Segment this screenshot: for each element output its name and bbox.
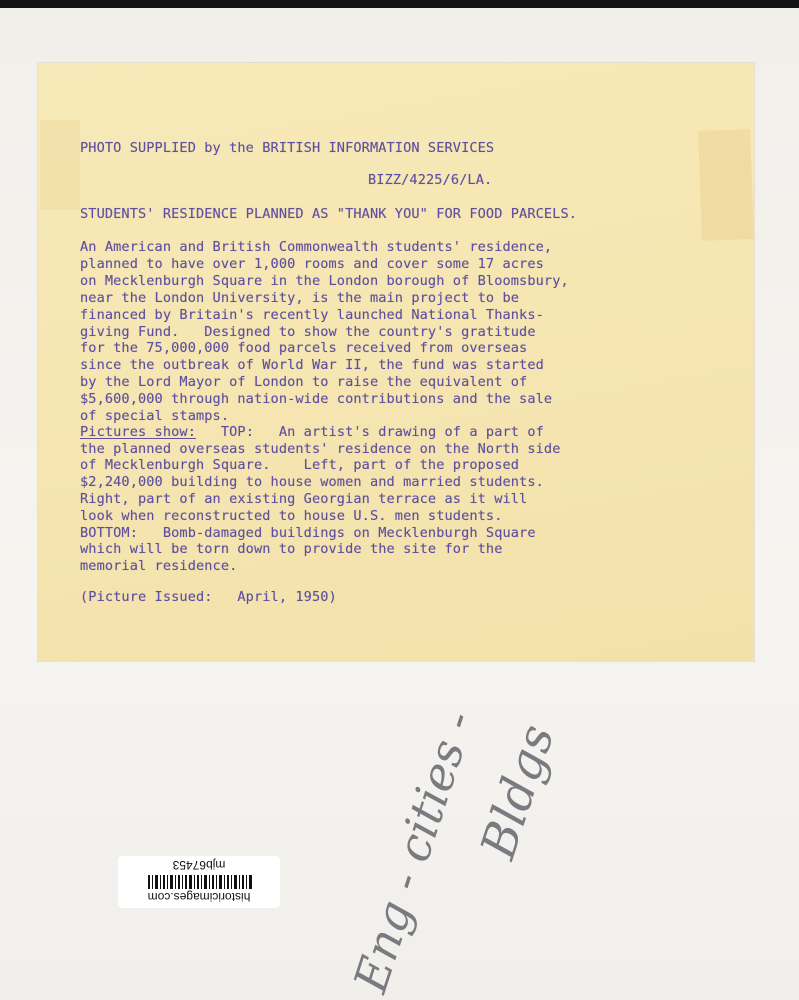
pictures-line: BOTTOM: Bomb-damaged buildings on Mecklenburgh Square	[80, 525, 536, 541]
body-line: since the outbreak of World War II, the fund was started	[80, 357, 544, 373]
pictures-line: memorial residence.	[80, 558, 238, 574]
tape-strip-left	[40, 120, 80, 210]
body-line: $5,600,000 through nation-wide contributions and the sale	[80, 391, 553, 407]
pictures-first-line	[80, 424, 544, 441]
header-line: PHOTO SUPPLIED by the BRITISH INFORMATION SERVICES	[80, 140, 495, 156]
body-line: by the Lord Mayor of London to raise the equivalent of	[80, 374, 528, 390]
headline: STUDENTS' RESIDENCE PLANNED AS "THANK YOU" FOR FOOD PARCELS.	[80, 206, 578, 222]
body-line: near the London University, is the main project to be	[80, 290, 520, 306]
archive-sticker	[118, 856, 280, 908]
pictures-first-line-text: TOP: An artist's drawing of a part of	[195, 424, 544, 440]
tape-strip-right	[698, 129, 754, 241]
pictures-show-label: Pictures show:	[80, 424, 196, 440]
handwritten-note-subject: Eng - cities -	[343, 704, 485, 999]
body-line: for the 75,000,000 food parcels received from overseas	[80, 340, 528, 356]
pictures-line: which will be torn down to provide the site for the	[80, 541, 503, 557]
pictures-line: of Mecklenburgh Square. Left, part of the proposed	[80, 457, 520, 473]
sticker-id-label: mjb67453	[172, 858, 226, 872]
top-edge-band	[0, 0, 799, 8]
sticker-site-label: historicimages.com	[147, 890, 251, 904]
handwritten-note-category: Bldgs	[470, 717, 566, 866]
body-line: financed by Britain's recently launched National Thanks-	[80, 307, 544, 323]
body-line: planned to have over 1,000 rooms and cover some 17 acres	[80, 256, 544, 272]
body-line: An American and British Commonwealth students' residence,	[80, 239, 553, 255]
pictures-line: look when reconstructed to house U.S. men students.	[80, 508, 503, 524]
pictures-line: $2,240,000 building to house women and married students.	[80, 474, 544, 490]
body-line: giving Fund. Designed to show the country's gratitude	[80, 324, 536, 340]
body-line: of special stamps.	[80, 408, 230, 424]
body-line: on Mecklenburgh Square in the London borough of Bloomsbury,	[80, 273, 569, 289]
pictures-line: Right, part of an existing Georgian terrace as it will	[80, 491, 528, 507]
issued-date-line: (Picture Issued: April, 1950)	[80, 589, 337, 605]
pictures-line: the planned overseas students' residence on the North side	[80, 441, 561, 457]
reference-number: BIZZ/4225/6/LA.	[368, 172, 493, 188]
barcode-graphic	[148, 875, 252, 889]
